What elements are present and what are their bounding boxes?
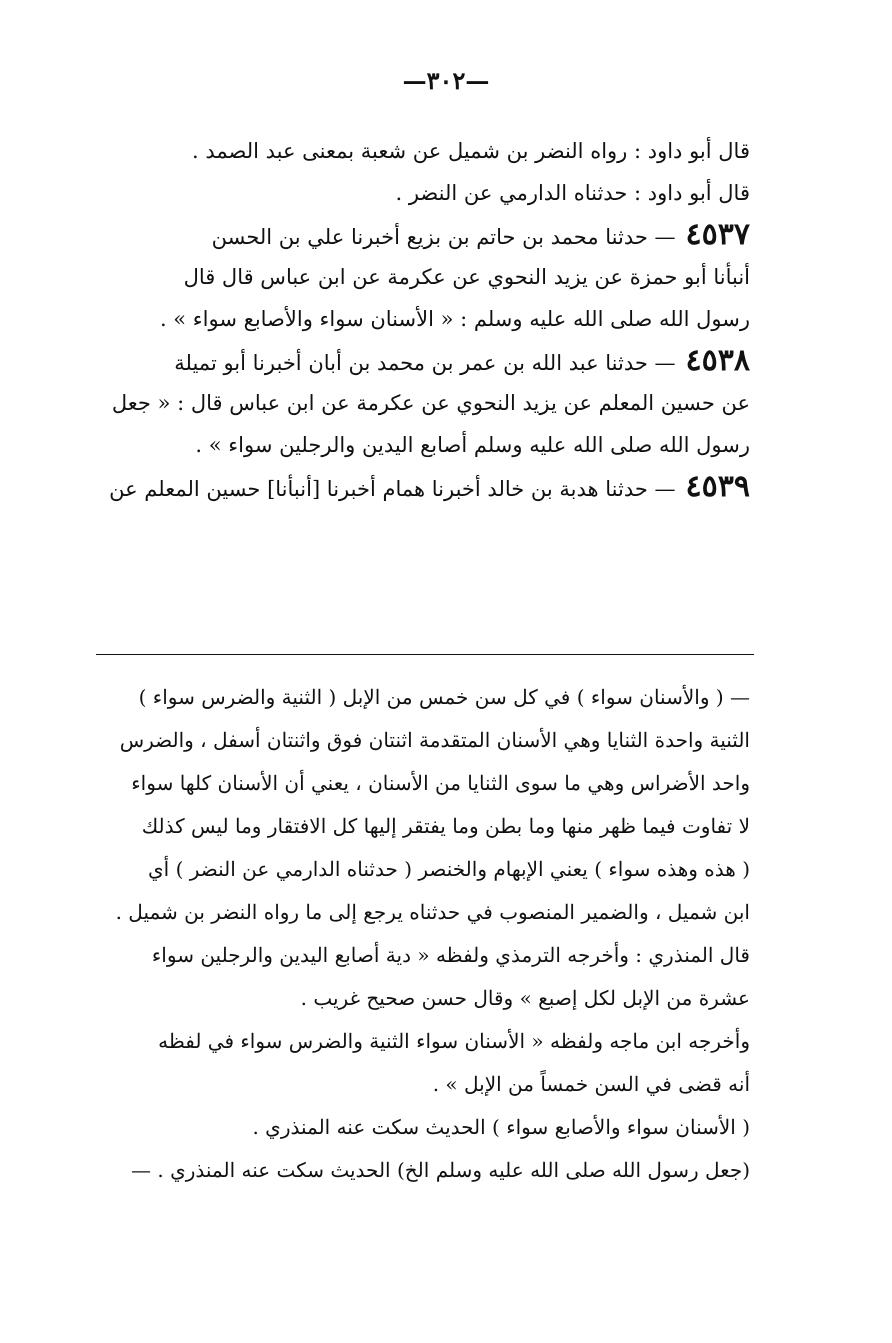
commentary-line: عشرة من الإبل لكل إصبع » وقال حسن صحيح غريب . <box>300 986 750 1010</box>
text-line <box>100 130 750 172</box>
line-text: أنبأنا أبو حمزة عن يزيد النحوي عن عكرمة عن ابن عباس قال قال <box>183 265 750 289</box>
hadith-line <box>100 214 750 256</box>
line-text: عن حسين المعلم عن يزيد النحوي عن عكرمة عن ابن عباس قال : « جعل <box>111 391 750 415</box>
text-line <box>100 382 750 424</box>
hadith-text <box>100 130 750 508</box>
text-line <box>100 424 750 466</box>
commentary-line: أنه قضى في السن خمساً من الإبل » . <box>432 1072 750 1096</box>
text-line <box>100 298 750 340</box>
hadith-number: ٤٥٣٨ <box>685 343 750 378</box>
commentary-line: واحد الأضراس وهي ما سوى الثنايا من الأسنان ، يعني أن الأسنان كلها سواء <box>131 771 750 795</box>
commentary-line: الثنية واحدة الثنايا وهي الأسنان المتقدمة اثنتان فوق واثنتان أسفل ، والضرس <box>119 728 750 752</box>
line-text: رسول الله صلى الله عليه وسلم أصابع اليدين والرجلين سواء » . <box>195 433 750 457</box>
hadith-number: ٤٥٣٧ <box>685 217 750 252</box>
commentary-line: ( الأسنان سواء والأصابع سواء ) الحديث سكت عنه المنذري . <box>252 1115 750 1139</box>
commentary-line: ابن شميل ، والضمير المنصوب في حدثناه يرجع إلى ما رواه النضر بن شميل . <box>115 900 750 924</box>
hadith-number: ٤٥٣٩ <box>685 469 750 504</box>
text-line <box>100 172 750 214</box>
commentary-line: قال المنذري : وأخرجه الترمذي ولفظه « دية أصابع اليدين والرجلين سواء <box>151 943 750 967</box>
line-text: قال أبو داود : رواه النضر بن شميل عن شعبة بمعنى عبد الصمد . <box>191 139 750 163</box>
commentary-line: — ( والأسنان سواء ) في كل سن خمس من الإبل ( الثنية والضرس سواء ) <box>138 685 750 709</box>
line-text: — حدثنا محمد بن حاتم بن بزيع أخبرنا علي بن الحسن <box>211 225 676 249</box>
commentary-line: لا تفاوت فيما ظهر منها وما بطن وما يفتقر إليها كل الافتقار وما ليس كذلك <box>141 814 750 838</box>
line-text: رسول الله صلى الله عليه وسلم : « الأسنان سواء والأصابع سواء » . <box>159 307 750 331</box>
commentary-line: ( هذه وهذه سواء ) يعني الإبهام والخنصر ( حدثناه الدارمي عن النضر ) أي <box>148 857 750 881</box>
page-number: —٣٠٢— <box>402 66 490 95</box>
commentary-line: وأخرجه ابن ماجه ولفظه « الأسنان سواء الثنية والضرس سواء في لفظه <box>158 1029 750 1053</box>
line-text: — حدثنا هدبة بن خالد أخبرنا همام أخبرنا [أنبأنا] حسين المعلم عن <box>109 477 676 501</box>
line-text: قال أبو داود : حدثناه الدارمي عن النضر . <box>395 181 750 205</box>
commentary-line: (جعل رسول الله صلى الله عليه وسلم الخ) الحديث سكت عنه المنذري . — <box>131 1158 750 1182</box>
commentary <box>100 676 750 1192</box>
footnote-divider <box>96 654 754 655</box>
line-text: — حدثنا عبد الله بن عمر بن محمد بن أبان أخبرنا أبو تميلة <box>174 351 676 375</box>
hadith-line <box>100 466 750 508</box>
text-line <box>100 256 750 298</box>
hadith-line <box>100 340 750 382</box>
